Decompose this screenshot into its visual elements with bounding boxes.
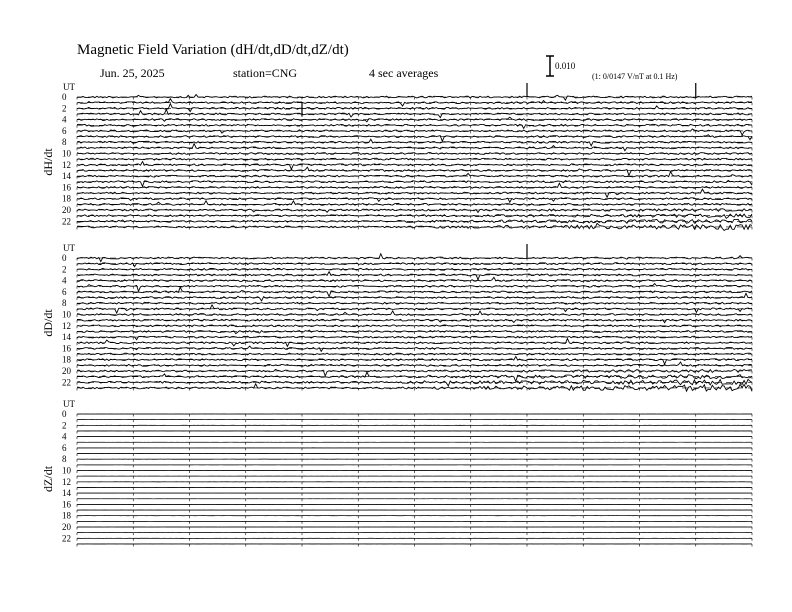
- hour-label: 14: [62, 332, 71, 343]
- hour-label: 20: [62, 205, 71, 215]
- trace-line: [77, 124, 752, 128]
- hour-label: 0: [62, 409, 67, 419]
- trace-line: [77, 139, 752, 146]
- hour-label: 22: [62, 377, 71, 388]
- hour-label: 18: [62, 510, 71, 521]
- hour-label: 2: [62, 264, 67, 275]
- scale-bar: [546, 56, 576, 76]
- trace-line: [77, 362, 752, 366]
- hour-label: 4: [62, 114, 67, 125]
- hour-label: 20: [62, 522, 71, 532]
- hour-label: 0: [62, 253, 67, 263]
- hour-label: 16: [62, 343, 71, 354]
- hour-label: 6: [62, 286, 67, 297]
- hour-label: 8: [62, 137, 67, 148]
- date-label: Jun. 25, 2025: [100, 66, 165, 80]
- averaging-label: 4 sec averages: [369, 66, 439, 80]
- hour-label: 8: [62, 454, 67, 465]
- hour-label: 6: [62, 442, 67, 453]
- figure-title: Magnetic Field Variation (dH/dt,dD/dt,dZ/dt): [77, 42, 349, 58]
- panel-ylabel: dD/dt: [41, 309, 55, 337]
- hour-label: 22: [62, 216, 71, 227]
- hour-label: 18: [62, 354, 71, 365]
- hour-label: 14: [62, 488, 71, 499]
- hour-label: 16: [62, 499, 71, 510]
- panel-ylabel: dZ/dt: [41, 465, 55, 492]
- hour-label: 12: [62, 476, 71, 487]
- hour-label: 10: [62, 309, 71, 320]
- hour-label: 8: [62, 298, 67, 309]
- scale-value: 0.010: [555, 61, 576, 71]
- hour-label: 10: [62, 148, 71, 159]
- ut-label: UT: [63, 243, 75, 253]
- calibration-note: (1: 0/0147 V/nT at 0.1 Hz): [592, 72, 678, 81]
- station-label: station=CNG: [233, 66, 298, 80]
- hour-label: 18: [62, 193, 71, 204]
- hour-label: 10: [62, 465, 71, 476]
- hour-label: 6: [62, 125, 67, 136]
- hour-label: 20: [62, 366, 71, 376]
- panel-dD-dt: [41, 243, 752, 391]
- trace-line: [77, 201, 752, 205]
- hour-label: 0: [62, 92, 67, 102]
- hour-label: 2: [62, 420, 67, 431]
- hour-label: 4: [62, 275, 67, 286]
- hour-label: 4: [62, 431, 67, 442]
- hour-label: 14: [62, 171, 71, 182]
- hour-label: 22: [62, 533, 71, 544]
- ut-label: UT: [63, 399, 75, 409]
- panel-ylabel: dH/dt: [41, 148, 55, 176]
- panels: [41, 82, 752, 546]
- trace-line: [77, 379, 752, 386]
- hour-label: 16: [62, 182, 71, 193]
- hour-label: 12: [62, 159, 71, 170]
- panel-dH-dt: [41, 82, 752, 231]
- hour-label: 2: [62, 103, 67, 114]
- hour-label: 12: [62, 320, 71, 331]
- panel-dZ-dt: [41, 399, 752, 546]
- ut-label: UT: [63, 82, 75, 92]
- trace-line: [77, 311, 752, 315]
